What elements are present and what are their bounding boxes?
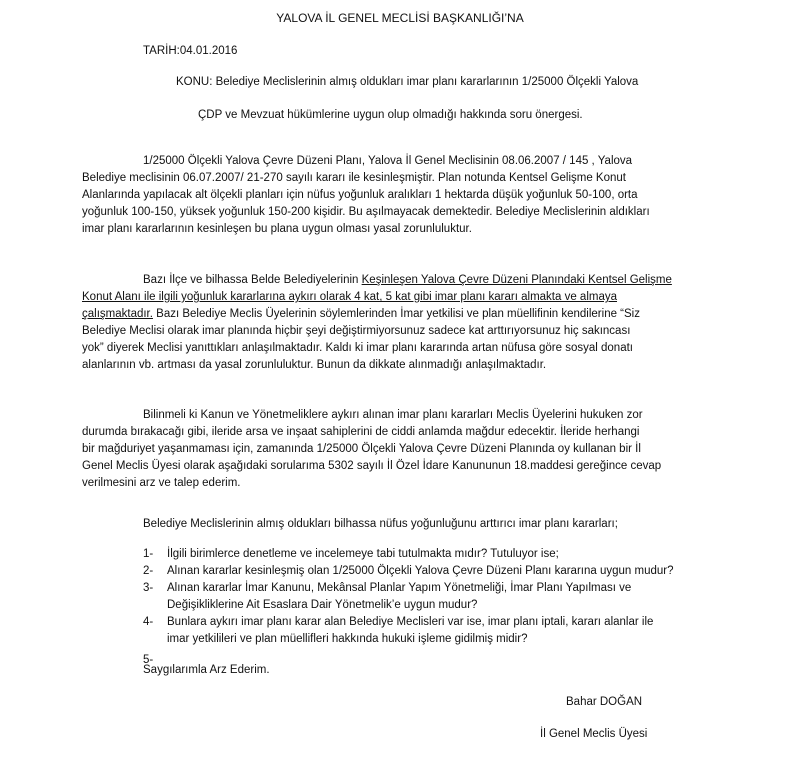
closing-text: Saygılarımla Arz Ederim. — [143, 664, 270, 676]
paragraph-line — [82, 272, 712, 289]
paragraph-line: Belediye Meclisi olarak imar planında hiçbir şeyi değiştirmiyorsunuz sadece kat arttırıyorsunuz hiç sakıncası — [82, 325, 631, 337]
subject-line-1: KONU: Belediye Meclislerinin almış oldukları imar planı kararlarının 1/25000 Ölçekli Yalova — [176, 76, 639, 88]
underlined-text: çalışmaktadır. — [82, 308, 153, 320]
paragraph-line: durumda bırakacağı gibi, ileride arsa ve inşaat sahiplerini de ciddi anlamda mağdur edecektir. İleride herhangi — [82, 426, 640, 438]
letter-title: YALOVA İL GENEL MECLİSİ BAŞKANLIĞI’NA — [276, 11, 524, 25]
item-text: İlgili birimlerce denetleme ve incelemeye tabi tutulmakta mıdır? Tutuluyor ise; — [167, 548, 559, 560]
paragraph-line — [82, 306, 712, 323]
paragraph-line: alanlarının vb. artması da yasal zorunluluktur. Bunun da dikkate alınmadığı anlaşılmaktadır. — [82, 359, 547, 371]
paragraph-text: Bazı Belediye Meclis Üyelerinin söylemlerinden İmar yetkilisi ve plan müellifinin kendilerine “Siz — [152, 308, 640, 320]
paragraph-line: yoğunluk 100-150, yüksek yoğunluk 150-200 kişidir. Bu aşılmayacak demektedir. Belediye Meclislerinin aldıkları — [82, 206, 650, 218]
subject-line-2: ÇDP ve Mevzuat hükümlerine uygun olup olmadığı hakkında soru önergesi. — [198, 109, 583, 121]
letter-date: TARİH:04.01.2016 — [143, 45, 238, 57]
paragraph-2 — [82, 272, 712, 374]
signer-role: İl Genel Meclis Üyesi — [540, 728, 648, 740]
paragraph-line: Genel Meclis Üyesi olarak aşağıdaki sorularıma 5302 sayılı İl Özel İdare Kanununun 18.maddesi gereğince cevap — [82, 460, 662, 472]
paragraph-line: verilmesini arz ve talep ederim. — [82, 477, 241, 489]
item-text: Değişikliklerine Ait Esaslara Dair Yönetmelik’e uygun mudur? — [167, 599, 478, 611]
item-number: 2- — [143, 565, 154, 577]
paragraph-line: imar planı kararlarının kesinleşen bu plana uygun olması yasal zorunluluktur. — [82, 223, 472, 235]
item-text: imar yetkilileri ve plan müellifleri hakkında hukuki işleme gidilmiş midir? — [167, 633, 528, 645]
item-text: Alınan kararlar İmar Kanunu, Mekânsal Planlar Yapım Yönetmeliği, İmar Planı Yapılması ve — [167, 582, 632, 594]
paragraph-line: 1/25000 Ölçekli Yalova Çevre Düzeni Planı, Yalova İl Genel Meclisinin 08.06.2007 / 145 , Yalova — [143, 155, 633, 167]
item-text: Alınan kararlar kesinleşmiş olan 1/25000 Ölçekli Yalova Çevre Düzeni Planı kararına uygun mudur? — [167, 565, 674, 577]
paragraph-1 — [82, 153, 712, 238]
item-number: 1- — [143, 548, 154, 560]
signer-name: Bahar DOĞAN — [566, 696, 643, 708]
paragraph-line: Belediye meclisinin 06.07.2007/ 21-270 sayılı kararı ile kesinleşmiştir. Plan notunda Kentsel Gelişme Konut — [82, 172, 626, 184]
item-number: 4- — [143, 616, 154, 628]
underlined-line: Konut Alanı ile ilgili yoğunluk kararlarına aykırı olarak 4 kat, 5 kat gibi imar planı kararı almakta ve almaya — [82, 291, 618, 303]
item-number: 3- — [143, 582, 154, 594]
paragraph-3 — [82, 407, 712, 492]
item-number: 5- — [143, 654, 154, 666]
item-text: Bunlara aykırı imar planı karar alan Belediye Meclisleri var ise, imar planı iptali, kararı alanlar ile — [167, 616, 654, 628]
paragraph-4: Belediye Meclislerinin almış oldukları bilhassa nüfus yoğunluğunu arttırıcı imar planı kararları; — [143, 518, 618, 530]
paragraph-line: yok” diyerek Meclisi yanıttıkları anlaşılmaktadır. Kaldı ki imar planı kararında artan nüfusa göre sosyal donatı — [82, 342, 633, 354]
paragraph-line: bir mağduriyet yaşanmaması için, zamanında 1/25000 Ölçekli Yalova Çevre Düzeni Planında oy kullanan bir İl — [82, 443, 641, 455]
underlined-text: Keşinleşen Yalova Çevre Düzeni Planındaki Kentsel Gelişme — [361, 274, 672, 286]
paragraph-line: Bilinmeli ki Kanun ve Yönetmeliklere aykırı alınan imar planı kararları Meclis Üyelerini hukuken zor — [143, 409, 643, 421]
paragraph-line: Alanlarında yapılacak alt ölçekli planları için nüfus yoğunluk aralıkları 1 hektarda düşük yoğunluk 50-100, orta — [82, 189, 638, 201]
paragraph-text: Bazı İlçe ve bilhassa Belde Belediyelerinin — [143, 274, 362, 286]
